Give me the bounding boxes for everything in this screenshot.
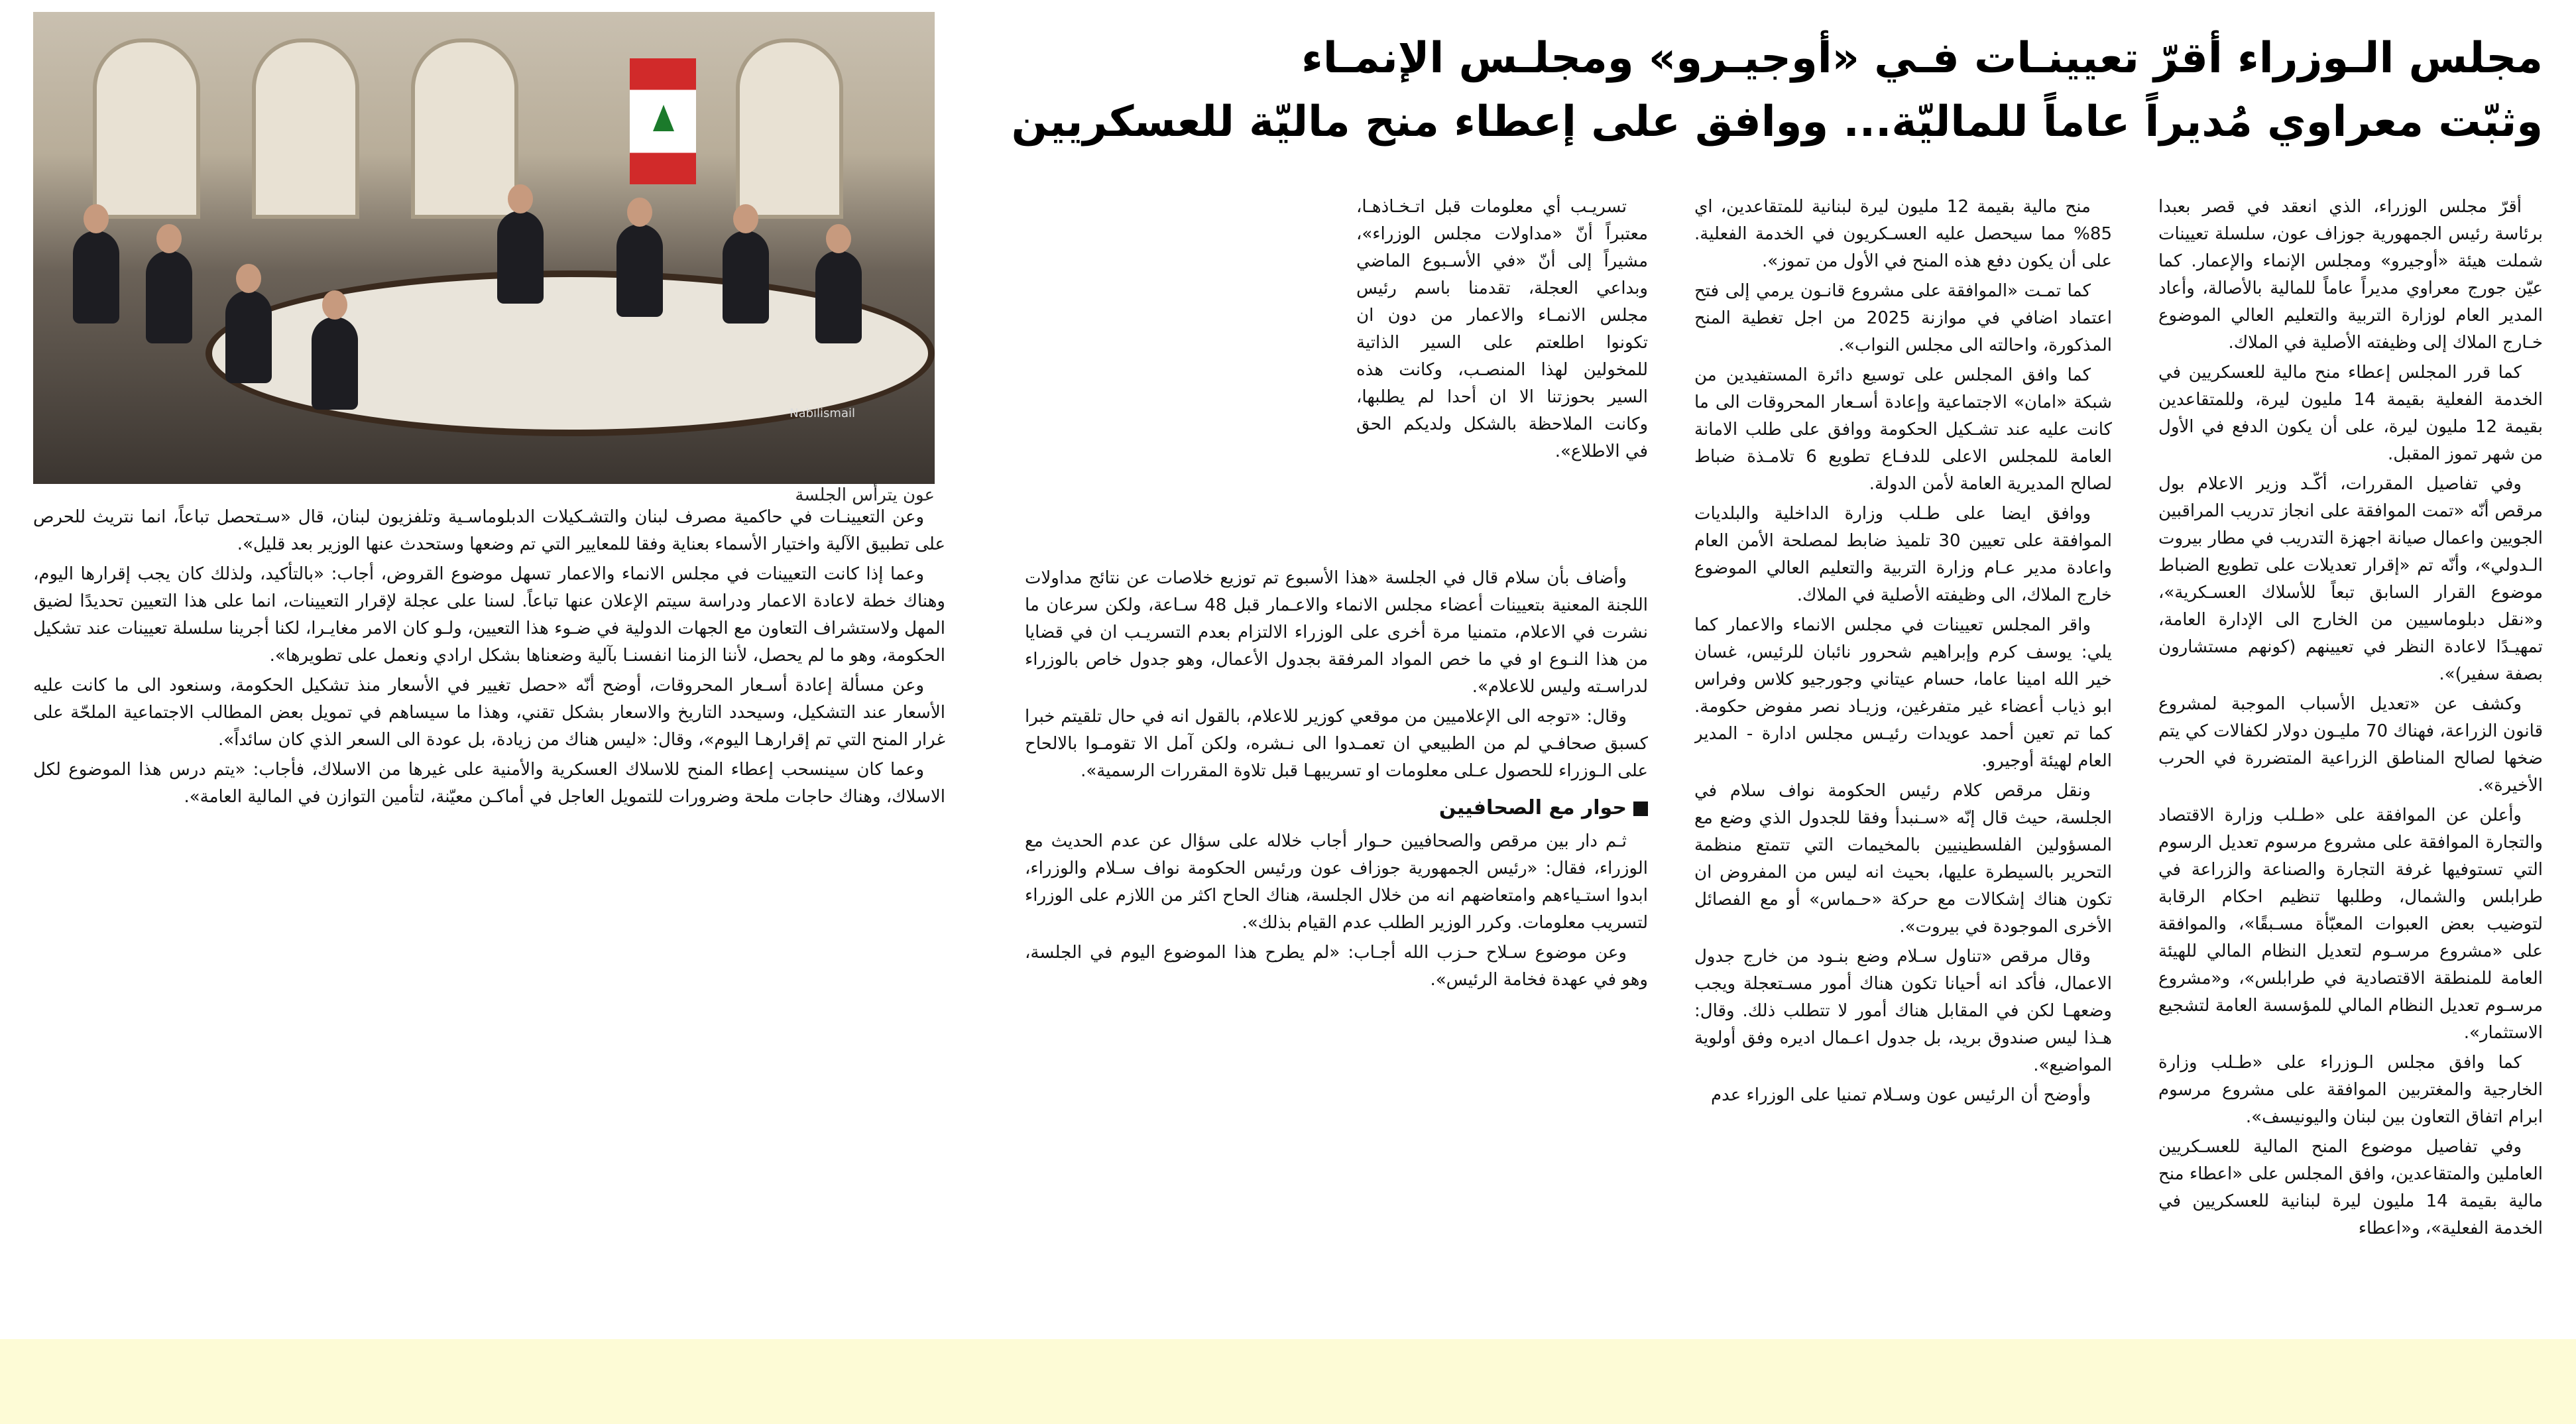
- minister-figure: [146, 251, 192, 343]
- paragraph: وعما كان سينسحب إعطاء المنح للاسلاك العسكرية والأمنية على غيرها من الاسلاك، فأجاب: «يتم درس هذا الموضوع لكل الاسلاك، وهناك حاجات ملحة وضرورات للتمويل العاجل في أماكـن معيّنة، لتأمين التوازن في المالية العامة».: [33, 760, 945, 807]
- paragraph: واقر المجلس تعيينات في مجلس الانماء والاعمار كما يلي: يوسف كرم وإبراهيم شحرور نائبان للرئيس، غسان خير الله امينا عاما، حسام عيتاني وجورجيو كلاس وفراس ابو ذياب أعضاء غير متفرغين، وزيـاد نصر مفوض حكومة. كما تم تعين أحمد عويدات رئيـس مجلس ادارة - المدير العام لهيئة أوجيرو.: [1694, 615, 2112, 771]
- paragraph: ثـم دار بين مرقص والصحافيين حـوار أجاب خلاله على سؤال عن عدم الحديث مع الوزراء، فقال: «رئيس الجمهورية جوزاف عون ورئيس الحكومة نواف سـلام والوزراء، ابدوا استـياءهم وامتعاضهم انه من خلال الجلسة، هناك الحاح اكثر من اللازم على الوزراء لتسريب معلومات. وكرر الوزير الطلب عدم القيام بذلك».: [1025, 831, 1648, 933]
- paragraph: وفي تفاصيل المقررات، أكّـد وزير الاعلام بول مرقص أنّه «تمت الموافقة على انجاز تدريب المراقبين الجويين واعمال صيانة اجهزة التدريب في مطار بيروت الـدولي»، وأنّه تم «إقرار تعديلات على تطويع الضباط موضوع القرار السابق تبعاً للأسلاك العسـكرية»، و«نقل دبلوماسيين من الخارج الى الإدارة العامة، تمهيـدًا لاعادة النظر في تعيينهم (كونهم مستشارون بصفة سفير)».: [2158, 474, 2543, 684]
- subheading-text: حوار مع الصحافيين: [1438, 796, 1627, 819]
- paragraph: وعن مسألة إعادة أسـعار المحروقات، أوضح أنّه «حصل تغيير في الأسعار منذ تشكيل الحكومة، وسنعود الى ما كانت عليه الأسعار عند التشكيل، وسيحدد التاريخ والاسعار بشكل تقني، وهذا ما سيساهم في تمويل بعض المطالب الاجتماعية الملحّة على غرار المنح التي تم إقرارهـا اليوم»، وقال: «ليس هناك من زيادة، بل عودة الى السعر الذي كان سائداً».: [33, 676, 945, 750]
- minister-figure: [225, 290, 272, 383]
- minister-head: [826, 224, 851, 253]
- president-head: [508, 184, 533, 213]
- cedar-emblem: [653, 105, 674, 131]
- minister-figure: [723, 231, 769, 324]
- cabinet-session-photo: [33, 12, 935, 484]
- arch-decoration: [736, 38, 843, 219]
- paragraph: منح مالية بقيمة 12 مليون ليرة لبنانية للمتقاعدين، اي 85% مما سيحصل عليه العسـكريون في الخدمة الفعلية. على أن يكون دفع هذه المنح في الأول من تموز».: [1694, 197, 2112, 271]
- minister-figure: [815, 251, 862, 343]
- headline-line-1: مجلس الـوزراء أقرّ تعيينـات فـي «أوجيـرو» ومجلـس الإنمـاء: [1301, 34, 2543, 83]
- minister-head: [627, 198, 652, 227]
- square-bullet-icon: [1633, 801, 1648, 816]
- page-bottom-band: [0, 1339, 2576, 1424]
- arch-decoration: [93, 38, 200, 219]
- article-column-2: [1694, 194, 2112, 1334]
- paragraph: وفي تفاصيل موضوع المنح المالية للعسـكريين العاملين والمتقاعدين، وافق المجلس على «اعطاء منح مالية بقيمة 14 مليون ليرة لبنانية للعسكريين في الخدمة الفعلية»، و«اعطاء: [2158, 1137, 2543, 1238]
- arch-decoration: [411, 38, 518, 219]
- paragraph: وعما إذا كانت التعيينات في مجلس الانماء والاعمار تسهل موضوع القروض، أجاب: «بالتأكيد، ولذلك كان يجب إقرارها اليوم، وهناك خطة لاعادة الاعمار ودراسة سيتم الإعلان عنها تباعاً. لسنا على عجلة لإقرار التعيينات، انما على هذا التعيين تحديدًا لضيق المهل ولاستشراف التعاون مع الجهات الدولية في ضـوء هذا التعيين، ولـو كان الامر مغايـرا، لكنا أجرينا سلسلة تعيينات عند تشكيل الحكومة، وهو ما لم يحصل، لأننا الزمنا انفسنـا بآلية وضعناها بشكل ارادي ونعمل على تطويرها».: [33, 564, 945, 666]
- paragraph: وأعلن عن الموافقة على «طـلب وزارة الاقتصاد والتجارة الموافقة على مشروع مرسوم تعديل الرسوم التي تستوفيها غرفة التجارة والصناعة والزراعة في طرابلس والشمال، وطلبها تنظيم احكام الرقابة لتوضيب بعض العبوات المعبّأة مسـبقًا»، والموافقة على «مشروع مرسـوم لتعديل النظام المالي للهيئة العامة للمنطقة الاقتصادية في طرابلس»، و«مشروع مرسـوم تعديل النظام المالي للمؤسسة العامة لتشجيع الاستثمار».: [2158, 805, 2543, 1043]
- president-figure: [497, 211, 544, 304]
- paragraph: وعن التعيينـات في حاكمية مصرف لبنان والتشـكيلات الدبلوماسـية وتلفزيون لبنان، قال «سـتحصل تباعاً، انما نتريث للحرص على تطبيق الآلية واختيار الأسماء بعناية وفقا للمعايير التي تم وضعها وستحدث عنها الوزير بعد قليل».: [33, 507, 945, 554]
- photo-watermark: Nabilismail: [790, 406, 855, 420]
- arch-decoration: [252, 38, 359, 219]
- paragraph: وقال مرقص «تناول سـلام وضع بنـود من خارج جدول الاعمال، فأكد انه أحيانا تكون هناك أمور مسـتعجلة ويجب وضعهـا لكن في المقابل هناك أمور لا تتطلب ذلك. وقال: هـذا ليس صندوق بريد، بل جدول اعـمال اديره وفق أولوية المواضيع».: [1694, 947, 2112, 1075]
- article-column-3-top: [1356, 194, 1648, 565]
- paragraph: كما وافق المجلس على توسيع دائرة المستفيدين من شبكة «امان» الاجتماعية وإعادة أسـعار المحروقات الى ما كانت عليه عند تشـكيل الحكومة ووافق على طلب الامانة العامة للمجلس الاعلى للدفـاع تطويع 6 تلامـذة ضباط لصالح المديرية العامة لأمن الدولة.: [1694, 365, 2112, 494]
- paragraph: كما قرر المجلس إعطاء منح مالية للعسكريين في الخدمة الفعلية بقيمة 14 مليون ليرة، وللمتقاعدين بقيمة 12 مليون ليرة، على أن يكون الدفع في الأول من شهر تموز المقبل.: [2158, 363, 2543, 464]
- paragraph: تسريـب أي معلومات قبل اتـخـاذهـا، معتبراً أنّ «مداولات مجلس الوزراء»، مشيراً إلى أنّ «في الأسـبوع الماضي وبداعي العجلة، تقدمنا باسم رئيس مجلس الانمـاء والاعمار من دون ان تكونوا اطلعتم على السير الذاتية للمخولين لهذا المنصـب، وكانت هذه السير بحوزتنا الا ان أحدا لم يطلبها، وكانت الملاحظة بالشكل ولديكم الحق في الاطلاع».: [1356, 197, 1648, 461]
- minister-head: [322, 290, 347, 320]
- headline-line-2: وثبّت معراوي مُديراً عاماً للماليّة... ووافق على إعطاء منح ماليّة للعسكريين: [1011, 97, 2543, 147]
- paragraph: وقال: «توجه الى الإعلاميين من موقعي كوزير للاعلام، بالقول انه في حال تلقيتم خبرا كسبق صحافـي لم من الطبيعي ان تعمـدوا الى نـشره، ولكن آمل الا تقومـوا بالالحاح على الـوزراء للحصول عـلى معلومات او تسريبهـا قبل تلاوة المقررات الرسمية».: [1025, 707, 1648, 781]
- article-column-4: [33, 504, 945, 1334]
- paragraph: وعن موضوع سـلاح حـزب الله أجـاب: «لم يطرح هذا الموضوع اليوم في الجلسة، وهو في عهدة فخامة الرئيس».: [1025, 943, 1648, 990]
- paragraph: وأضاف بأن سلام قال في الجلسة «هذا الأسبوع تم توزيع خلاصات عن نتائج مداولات اللجنة المعنية بتعيينات أعضاء مجلس الانماء والاعـمار قبل 48 سـاعة، ولكن سرعان ما نشرت في الاعلام، متمنيا مرة أخرى على الوزراء الالتزام بعدم التسريـب ان في قضايا من هذا النـوع او في ما خص المواد المرفقة بجدول الأعمال، وهو جدول خاص بالوزراء لدراسـته وليس للاعلام».: [1025, 568, 1648, 697]
- minister-figure: [312, 317, 358, 410]
- article-column-3: [1025, 565, 1648, 1334]
- minister-figure: [73, 231, 119, 324]
- minister-head: [156, 224, 182, 253]
- minister-head: [84, 204, 109, 233]
- section-subheading: [1025, 794, 1648, 821]
- minister-figure: [616, 224, 663, 317]
- paragraph: وكشف عن «تعديل الأسباب الموجبة لمشروع قانون الزراعة، فهناك 70 مليـون دولار لكفالات كي يتم ضخها لصالح المناطق الزراعية المتضررة في الحرب الأخيرة».: [2158, 694, 2543, 796]
- paragraph: كما وافق مجلس الـوزراء على «طـلب وزارة الخارجية والمغتربين الموافقة على مشروع مرسوم ابرام اتفاق التعاون بين لبنان واليونيسف».: [2158, 1053, 2543, 1127]
- minister-head: [733, 204, 758, 233]
- article-headline: [965, 27, 2543, 154]
- paragraph: ونقل مرقص كلام رئيس الحكومة نواف سلام في الجلسة، حيث قال إنّه «سـنبدأ وفقا للجدول الذي وضع مع المسؤولين الفلسطينيين بالمخيمات التي تتمتع منظمة التحرير بالسيطرة عليها، بحيث انه ليس من المفروض ان تكون هناك إشكالات مع حركة «حـماس» أو مع الفصائل الأخرى الموجودة في بيروت».: [1694, 781, 2112, 937]
- photo-caption: عون يترأس الجلسة: [795, 485, 935, 505]
- minister-head: [236, 264, 261, 293]
- paragraph: وأوضح أن الرئيس عون وسـلام تمنيا على الوزراء عدم: [1710, 1085, 2091, 1105]
- paragraph: ووافق ايضا على طـلب وزارة الداخلية والبلديات الموافقة على تعيين 30 تلميذ ضابط لمصلحة الأمن العام واعادة مدير عـام وزارة التربية والتعليم العالي الموضوع خارج الملاك، الى وظيفته الأصلية في الملاك.: [1694, 504, 2112, 605]
- article-column-1: [2158, 194, 2543, 1334]
- paragraph: كما تمـت «الموافقة على مشروع قانـون يرمي إلى فتح اعتماد اضافي في موازنة 2025 من اجل تغطية المنح المذكورة، واحالته الى مجلس النواب».: [1694, 281, 2112, 355]
- paragraph: أقرّ مجلس الوزراء، الذي انعقد في قصر بعبدا برئاسة رئيس الجمهورية جوزاف عون، سلسلة تعيينات شملت هيئة «أوجيرو» ومجلس الإنماء والإعمار. كما عيّن جورج معراوي مديراً عاماً للمالية بالأصالة، وأعاد المدير العام لوزارة التربية والتعليم العالي الموضوع خـارج الملاك إلى وظيفته الأصلية في الملاك.: [2158, 197, 2543, 353]
